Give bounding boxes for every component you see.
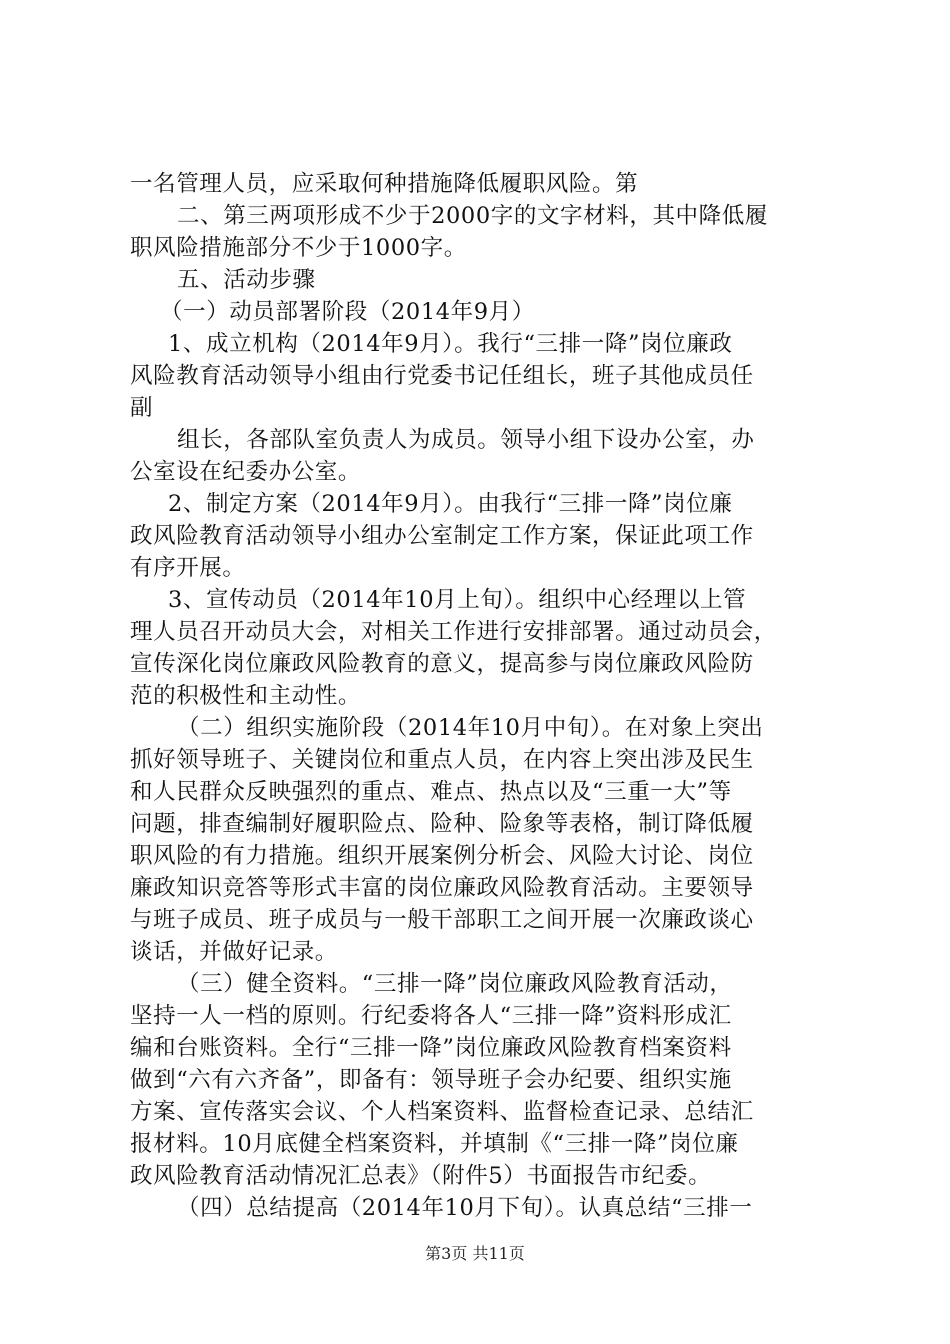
text-line: （四）总结提高（2014年10月下旬）。认真总结“三排一: [177, 1195, 753, 1221]
section-heading: 五、活动步骤: [177, 267, 316, 293]
text-line: 做到“六有六齐备”，即备有：领导班子会办纪要、组织实施: [130, 1067, 732, 1093]
text-line: 政风险教育活动情况汇总表》（附件5）书面报告市纪委。: [130, 1163, 712, 1189]
text-line: 组长，各部队室负责人为成员。领导小组下设办公室，办: [177, 427, 755, 453]
text-line: 编和台账资料。全行“三排一降”岗位廉政风险教育档案资料: [130, 1035, 732, 1061]
page-number-footer: 第3页 共11页: [425, 1244, 525, 1263]
text-line: 政风险教育活动领导小组办公室制定工作方案，保证此项工作: [130, 523, 754, 549]
text-line: 二、第三两项形成不少于2000字的文字材料，其中降低履: [177, 203, 768, 229]
text-line: （三）健全资料。“三排一降”岗位廉政风险教育活动，: [177, 971, 733, 997]
text-line: 有序开展。: [130, 555, 246, 581]
text-line: 公室设在纪委办公室。: [130, 459, 362, 485]
text-line: 职风险措施部分不少于1000字。: [130, 235, 467, 261]
text-line: 2、制定方案（2014年9月）。由我行“三排一降”岗位廉: [168, 491, 733, 517]
text-line: 理人员召开动员大会，对相关工作进行安排部署。通过动员会，: [130, 619, 777, 645]
document-body: [130, 168, 835, 1224]
subsection-heading: （一）动员部署阶段（2014年9月）: [160, 299, 535, 325]
text-line: 3、宣传动员（2014年10月上旬）。组织中心经理以上管: [168, 587, 747, 613]
text-line: 与班子成员、班子成员与一般干部职工之间开展一次廉政谈心: [130, 907, 754, 933]
text-line: 坚持一人一档的原则。行纪委将各人“三排一降”资料形成汇: [130, 1003, 732, 1029]
text-line: 抓好领导班子、关键岗位和重点人员，在内容上突出涉及民生: [130, 747, 754, 773]
text-line: 问题，排查编制好履职险点、险种、险象等表格，制订降低履: [130, 811, 754, 837]
text-line: 宣传深化岗位廉政风险教育的意义，提高参与岗位廉政风险防: [130, 651, 754, 677]
text-line: 报材料。10月底健全档案资料，并填制《“三排一降”岗位廉: [130, 1131, 739, 1157]
text-line: 范的积极性和主动性。: [130, 683, 362, 709]
text-line: 副: [130, 395, 154, 421]
text-line: 谈话，并做好记录。: [130, 939, 338, 965]
text-line: 廉政知识竞答等形式丰富的岗位廉政风险教育活动。主要领导: [130, 875, 754, 901]
text-line: 风险教育活动领导小组由行党委书记任组长，班子其他成员任: [130, 363, 754, 389]
text-line: 方案、宣传落实会议、个人档案资料、监督检查记录、总结汇: [130, 1099, 754, 1125]
text-line: 一名管理人员，应采取何种措施降低履职风险。第: [130, 171, 639, 197]
text-line: 和人民群众反映强烈的重点、难点、热点以及“三重一大”等: [130, 779, 732, 805]
text-line: 1、成立机构（2014年9月）。我行“三排一降”岗位廉政: [168, 331, 733, 357]
text-line: 职风险的有力措施。组织开展案例分析会、风险大讨论、岗位: [130, 843, 754, 869]
text-line: （二）组织实施阶段（2014年10月中旬）。在对象上突出: [177, 715, 764, 741]
